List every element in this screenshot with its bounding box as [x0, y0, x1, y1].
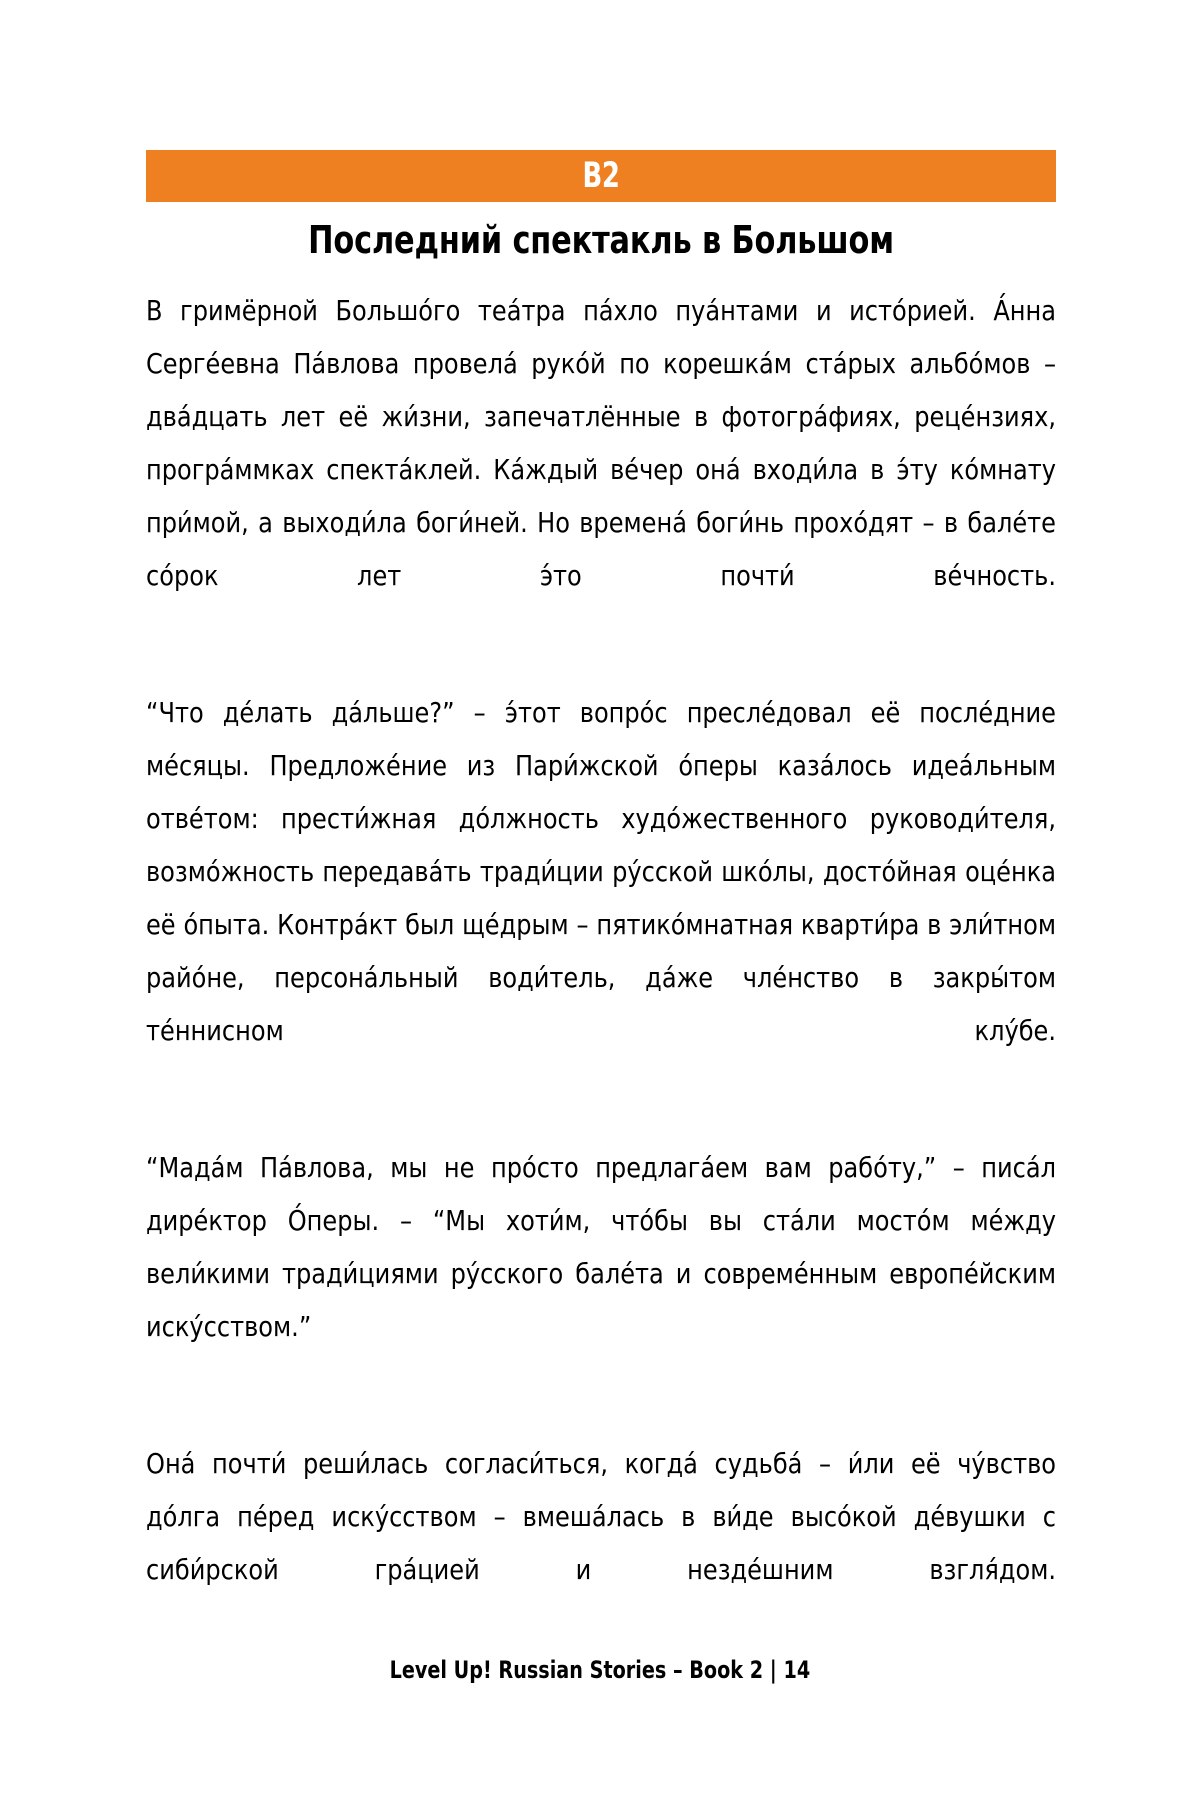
footer-label: Level Up! Russian Stories – Book 2 | 14 [389, 1656, 811, 1684]
story-paragraph: “Мада́м Па́влова, мы не про́сто предлага́ем вам рабо́ту,” – писа́л дире́ктор О́перы. – “Мы хоти́м, что́бы вы ста́ли мосто́м ме́жду вели́кими тради́циями ру́сского бале́та и совреме́нным европе́йским иску́сством.” [146, 1151, 1056, 1343]
story-paragraph: Она́ почти́ реши́лась согласи́ться, когда́ судьба́ – и́ли её чу́вство до́лга пе́ред иску́сством – вмеша́лась в ви́де высо́кой де́вушки с сиби́рской гра́цией и незде́шним взгля́дом. [146, 1447, 1056, 1586]
story-body [146, 285, 1056, 1650]
story-title: Последний спектакль в Большом [308, 218, 894, 262]
level-badge-label: B2 [582, 155, 620, 196]
level-badge-bar [146, 150, 1056, 202]
page-content [146, 150, 1056, 1650]
story-paragraph: “Что де́лать да́льше?” – э́тот вопро́с пресле́довал её после́дние ме́сяцы. Предложе́ние из Пари́жской о́перы каза́лось идеа́льным отве́том: прести́жная до́лжность худо́жественного руководи́теля, возмо́жность передава́ть тради́ции ру́сской шко́лы, досто́йная оце́нка её о́пыта. Контра́кт был ще́дрым – пятико́мнатная кварти́ра в эли́тном райо́не, персона́льный води́тель, да́же чле́нство в закры́том те́ннисном клу́бе. [146, 696, 1056, 1047]
page-footer [0, 1656, 1200, 1684]
story-paragraph: В гримёрной Большо́го теа́тра па́хло пуа́нтами и исто́рией. А́нна Серге́евна Па́влова провела́ руко́й по корешка́м ста́рых альбо́мов – два́дцать лет её жи́зни, запечатлённые в фотогра́фиях, реце́нзиях, програ́ммках спекта́клей. Ка́ждый ве́чер она́ входи́ла в э́ту ко́мнату при́мой, а выходи́ла боги́ней. Но времена́ боги́нь прохо́дят – в бале́те со́рок лет э́то почти́ ве́чность. [146, 294, 1056, 592]
